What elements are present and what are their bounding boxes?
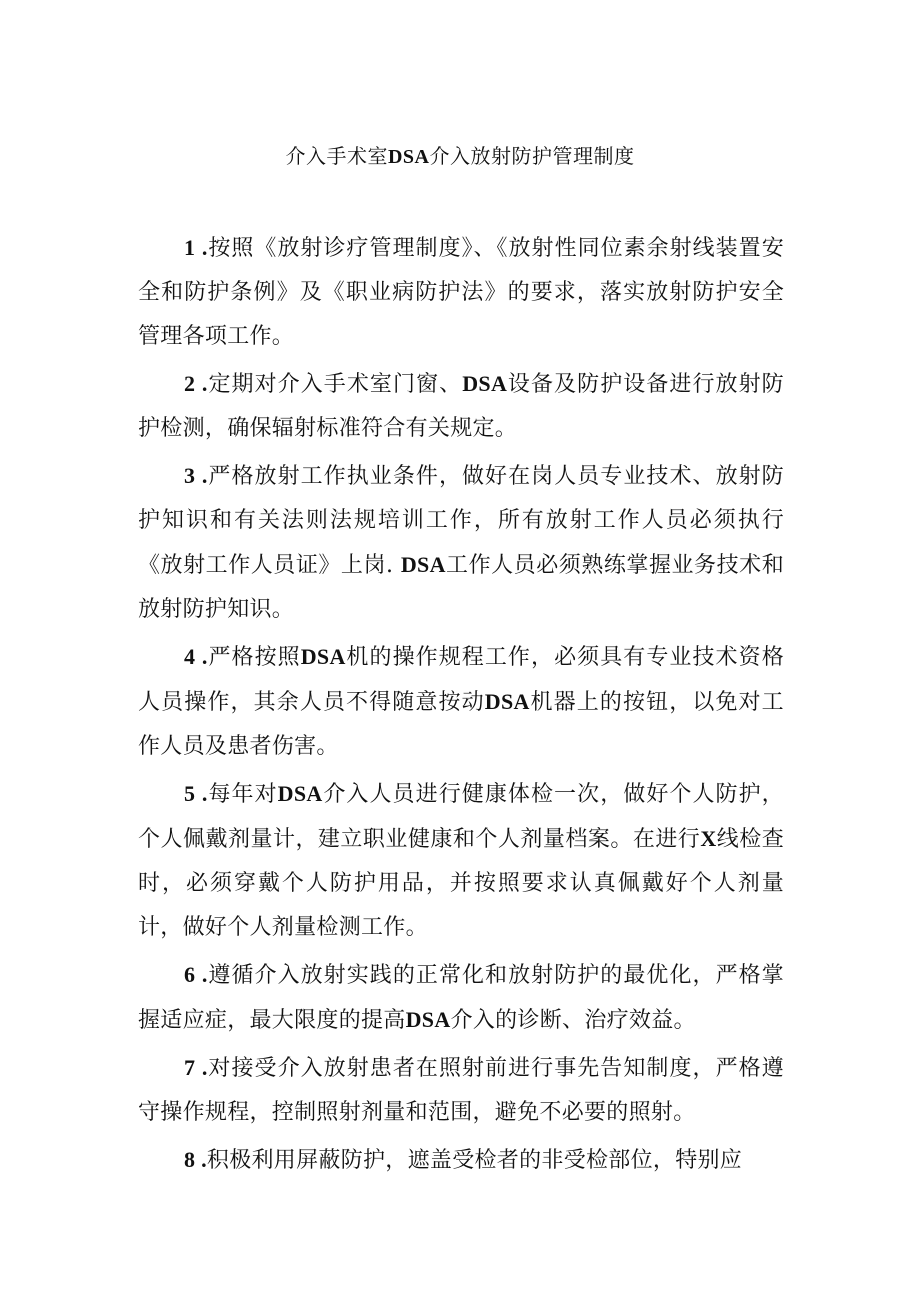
latin-term: DSA bbox=[300, 644, 346, 669]
latin-term: DSA bbox=[484, 689, 530, 714]
item-text: 严格放射工作执业条件，做好在岗人员专业技术、放射防护知识和有关法则法规培训工作，所有放射工作人员必须执行《放射工作人员证》上岗. DSA工作人员必须熟练掌握业务技术和放射防护知识。 bbox=[138, 464, 784, 622]
latin-term: DSA bbox=[387, 146, 430, 168]
latin-term: DSA bbox=[400, 552, 446, 577]
list-item-3 bbox=[138, 454, 784, 632]
list-item-1 bbox=[138, 226, 784, 359]
item-number: 7 . bbox=[184, 1055, 208, 1080]
item-number: 8 . bbox=[184, 1147, 207, 1172]
document-title: 介入手术室DSA介入放射防护管理制度 bbox=[285, 144, 635, 168]
item-number: 5 . bbox=[184, 781, 208, 806]
item-number: 2 . bbox=[184, 371, 208, 396]
item-text: 积极利用屏蔽防护，遮盖受检者的非受检部位，特别应 bbox=[206, 1148, 743, 1173]
document-body bbox=[138, 226, 784, 1186]
item-number: 6 . bbox=[184, 962, 208, 987]
latin-term: DSA bbox=[462, 371, 508, 396]
item-number: 3 . bbox=[184, 463, 208, 488]
item-text: 严格按照DSA机的操作规程工作，必须具有专业技术资格人员操作，其余人员不得随意按动DSA机器上的按钮，以免对工作人员及患者伤害。 bbox=[138, 644, 784, 759]
list-item-8 bbox=[138, 1138, 784, 1183]
list-item-6 bbox=[138, 953, 784, 1043]
latin-term: DSA bbox=[405, 1007, 451, 1032]
item-text: 对接受介入放射患者在照射前进行事先告知制度，严格遵守操作规程，控制照射剂量和范围，避免不必要的照射。 bbox=[138, 1056, 784, 1125]
list-item-5 bbox=[138, 772, 784, 950]
list-item-2 bbox=[138, 362, 784, 451]
item-text: 遵循介入放射实践的正常化和放射防护的最优化，严格掌握适应症，最大限度的提高DSA介入的诊断、治疗效益。 bbox=[138, 963, 784, 1033]
item-text: 按照《放射诊疗管理制度》、《放射性同位素余射线装置安全和防护条例》及《职业病防护法》的要求，落实放射防护安全管理各项工作。 bbox=[138, 236, 784, 349]
item-number: 1 . bbox=[184, 235, 208, 260]
latin-term: X bbox=[700, 826, 717, 851]
item-number: 4 . bbox=[184, 644, 208, 669]
item-text: 定期对介入手术室门窗、DSA设备及防护设备进行放射防护检测，确保辐射标准符合有关规定。 bbox=[138, 371, 784, 441]
list-item-7 bbox=[138, 1046, 784, 1135]
list-item-4 bbox=[138, 635, 784, 769]
latin-term: DSA bbox=[277, 781, 323, 806]
item-text: 每年对DSA介入人员进行健康体检一次，做好个人防护，个人佩戴剂量计，建立职业健康和个人剂量档案。在进行X线检查时，必须穿戴个人防护用品，并按照要求认真佩戴好个人剂量计，做好个人剂量检测工作。 bbox=[138, 781, 784, 940]
